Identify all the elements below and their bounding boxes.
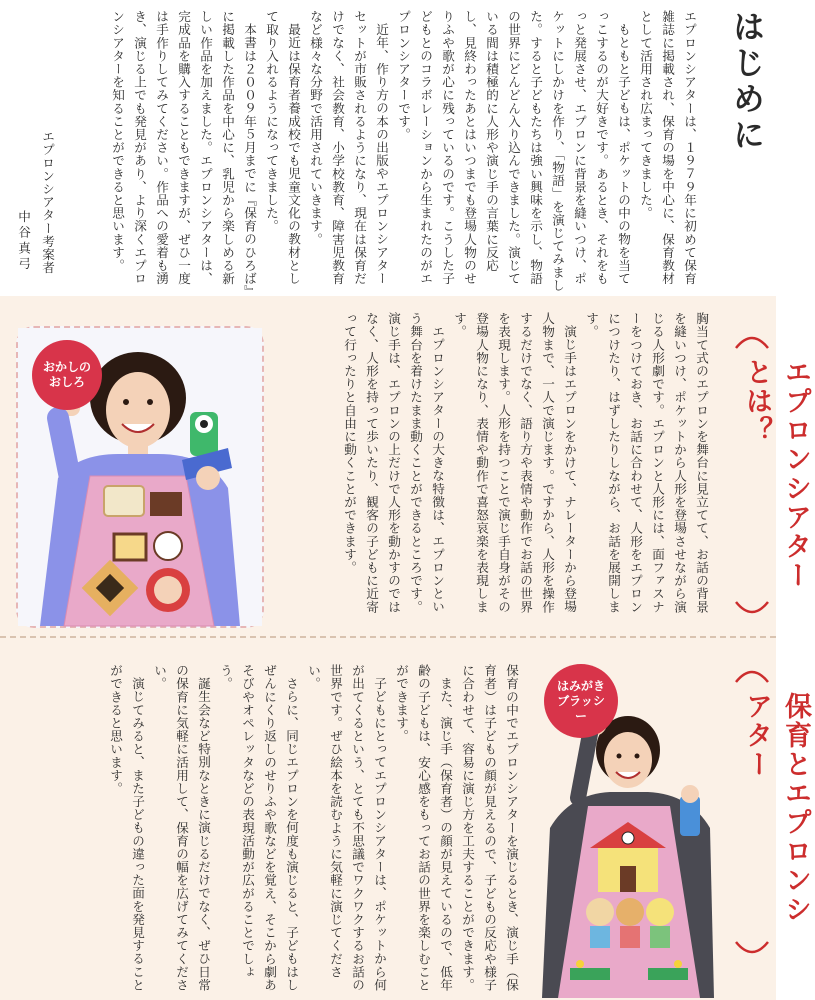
photo-label: はみがきブラッシー — [556, 678, 605, 723]
intro-paragraph: 近年、作り方の本の出版やエプロンシアターセットが市販されるようになり、現在は保育だけでなく、社会教育、小学校教育、障害児教育など様々な分野で活用されていきます。 — [308, 10, 389, 286]
about-heading: エプロンシアターとは？ — [741, 358, 811, 590]
intro-section — [0, 0, 776, 296]
signature-name: 中谷真弓 — [16, 210, 31, 273]
bracket-icon — [732, 326, 772, 352]
intro-paragraph: 最近は保育者養成校でも児童文化の教材として取り入れるようになってきました。 — [264, 10, 301, 285]
intro-paragraph: もともと子どもは、ポケットの中の物を当てっこするのが大好きです。あるとき、それをもっと発展させ、エプロンに背景を縫いつけ、ポケットにしかけを作り、「物語」を演じてみました。すると子どもたちは強い興味を示し、物語の世界にどんどん入り込んできました。演じている間は積極的に人形や演じ手の言葉に反応し、見終わったあとはいつまでも登場人物のせりふや歌が心に残っているのです。こうした子どもとのコラボレーションから生まれたのがエプロンシアターです。 — [396, 10, 631, 292]
intro-body — [60, 10, 700, 292]
childcare-paragraph: 保育の中でエプロンシアターを演じるとき、演じ手（保育者）は子どもの顔が見えるので、子どもの反応や様子に合わせて、容易に演じ方を工夫することができます。 — [460, 664, 519, 992]
about-paragraph: 演じ手はエプロンをかけて、ナレーターから登場人物まで、一人で演じます。ですから、人形を操作するだけでなく、語り方や表情や動作でお話の世界を表現します。人形を持つことで演じ手自身がその登場人物になり、表情や動作で喜怒哀楽を表現します。 — [452, 312, 577, 614]
bracket-icon — [732, 598, 772, 624]
childcare-body — [66, 664, 522, 994]
intro-title: はじめに — [728, 10, 766, 154]
about-paragraph: 胸当て式のエプロンを舞台に見立てて、お話の背景を縫いつけ、ポケットから人形を登場させながら演じる人形劇です。エプロンと人形には、面ファスナーをつけておき、お話に合わせて、人形をエプロンにつけたり、はずしたりしながら、お話を展開します。 — [584, 312, 709, 614]
childcare-paragraph: さらに、同じエプロンを何度も演じると、子どもはしぜんにくり返しのせりふや歌などを覚え、そこから劇あそびやオペレッタなどの表現活動が広がることでしょう。 — [218, 664, 299, 992]
childcare-section — [0, 636, 811, 1000]
bracket-icon — [732, 660, 772, 686]
photo-label-badge — [32, 340, 102, 410]
childcare-paragraph: また、演じ手（保育者）の顔が見えているので、低年齢の子どもは、安心感をもってお話の世界を楽しむことができます。 — [394, 664, 453, 992]
photo-label: おかしのおしろ — [42, 360, 91, 389]
intro-paragraph: 本書は２００９年５月までに『保育のひろば』に掲載した作品を中心に、乳児から楽しめる新しい作品を加えました。エプロンシアターは、完成品を購入することもできますが、ぜひ一度は手作りしてみてください。作品への愛着も湧き、演じる上でも発見があり、より深くエプロンシアターを知ることができると思います。 — [110, 10, 257, 292]
childcare-heading: 保育とエプロンシアター — [741, 692, 811, 924]
photo-label-badge — [544, 664, 618, 738]
childcare-paragraph: 子どもにとってエプロンシアターは、ポケットから何が出てくるという、とても不思議でワクワクするお話の世界です。ぜひ絵本を読むように気軽に演じてください。 — [306, 664, 387, 992]
about-paragraph: エプロンシアターの大きな特徴は、エプロンという舞台を着けたまま動くことができるところです。演じ手は、エプロンの上だけで人形を動かすのではなく、人形を持って歩いたり、観客の子どもに近寄って行ったりと自由に動くことができます。 — [342, 312, 445, 614]
signature-role: エプロンシアター考案者 — [40, 130, 55, 275]
bracket-icon — [732, 938, 772, 964]
intro-paragraph: エプロンシアターは、１９７９年に初めて保育雑誌に掲載され、保育の場を中心に、保育教材として活用され広まってきました。 — [638, 10, 697, 286]
teacher-apron-illustration — [530, 698, 726, 998]
childcare-paragraph: 誕生会など特別なときに演じるだけでなく、ぜひ日常の保育に気軽に活用して、保育の幅を広げてみてください。 — [152, 664, 211, 992]
childcare-paragraph: 演じてみると、また子どもの違った面を発見することができると思います。 — [108, 664, 145, 991]
performer-photo — [16, 326, 264, 628]
about-body — [282, 312, 712, 622]
